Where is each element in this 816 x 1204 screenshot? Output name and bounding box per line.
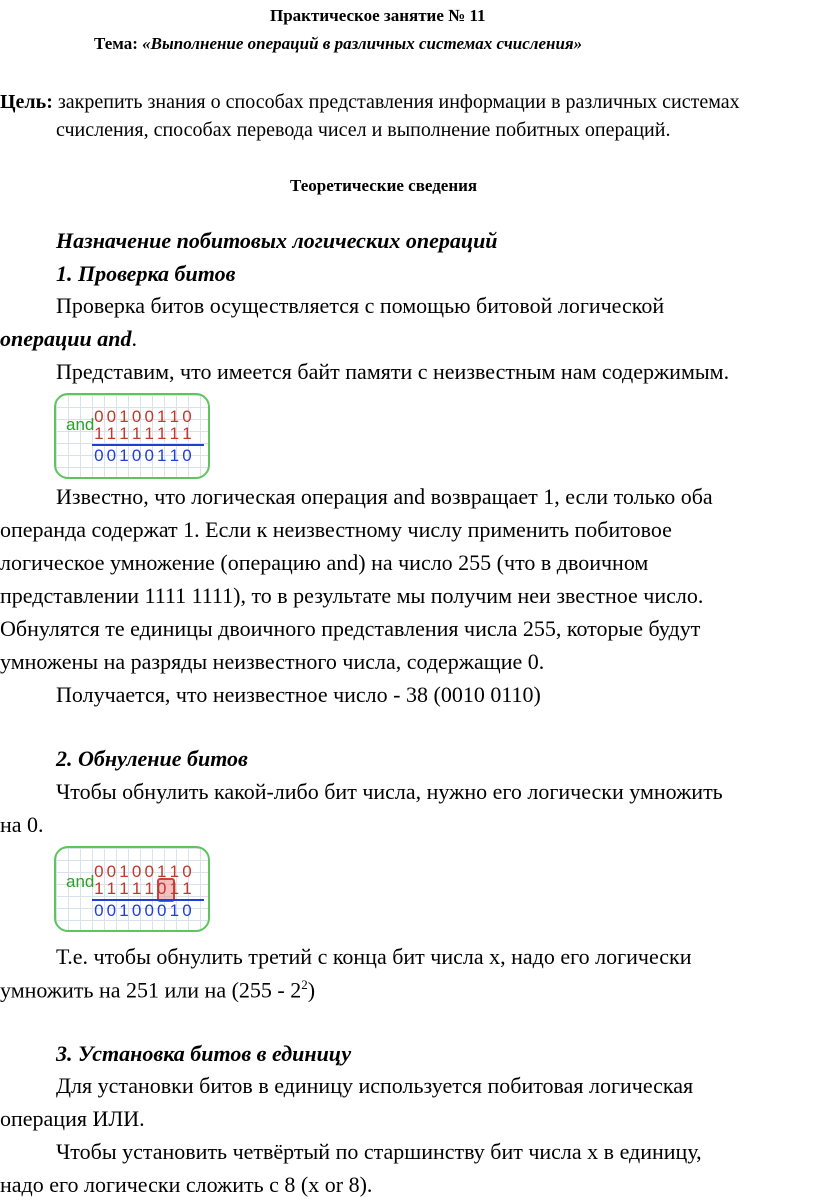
s2-p2-l2-b: ) [307, 977, 316, 1003]
s1-p3-l4: представлении 1111 1111), то в результате мы получим неи звестное число. [0, 583, 704, 608]
s1-p2: Представим, что имеется байт памяти с неизвестным нам содержимым. [56, 359, 730, 384]
s2-p2-l1: Т.е. чтобы обнулить третий с конца бит числа x, надо его логически [56, 944, 692, 969]
s2-title: 2. Обнуление битов [56, 746, 248, 771]
fig1-row2: 11111111 [94, 424, 195, 443]
goal-text-1: закрепить знания о способах представления информации в различных системах [52, 91, 740, 113]
topic-text: «Выполнение операций в различных системах счисления» [142, 34, 583, 53]
s2-p2-l2-a: умножить на 251 или на (255 - 2 [0, 977, 302, 1003]
s1-p3-l2: операнда содержат 1. Если к неизвестному числу применить побитовое [0, 517, 672, 542]
s2-p2-l2 [0, 977, 315, 1003]
s2-p1-l2: на 0. [0, 812, 44, 837]
topic-line [94, 34, 582, 54]
s1-p1-line1: Проверка битов осуществляется с помощью битовой логической [56, 293, 665, 318]
s1-p4: Получается, что неизвестное число - 38 (0010 0110) [56, 682, 541, 707]
s3-p1-l2: операция ИЛИ. [0, 1106, 145, 1131]
fig2-row2: 11111011 [94, 879, 195, 898]
document-title: Практическое занятие № 11 [270, 6, 486, 25]
s1-p3-l6: умножены на разряды неизвестного числа, содержащие 0. [0, 649, 545, 674]
goal-line-2: счисления, способах перевода чисел и выполнение побитных операций. [56, 119, 671, 141]
s1-p3-l5: Обнулятся те единицы двоичного представления числа 255, которые будут [0, 616, 701, 641]
goal-line-1 [0, 91, 740, 114]
s1-p3-l1: Известно, что логическая операция and возвращает 1, если только оба [56, 484, 713, 509]
and-label-2: and [66, 872, 95, 891]
s3-title: 3. Установка битов в единицу [56, 1041, 352, 1066]
s3-p1-l1: Для установки битов в единицу используется побитовая логическая [56, 1073, 694, 1098]
and-figure-2 [54, 846, 210, 932]
section-title: Назначение побитовых логических операций [56, 228, 498, 253]
s2-p1-l1: Чтобы обнулить какой-либо бит числа, нужно его логически умножить [56, 779, 723, 804]
fig2-row3: 00100010 [94, 901, 195, 920]
fig1-row1: 00100110 [94, 407, 195, 426]
topic-label: Тема: [94, 34, 143, 53]
goal-label: Цель: [0, 91, 53, 113]
s3-p2-l2: надо его логически сложить с 8 (x or 8). [0, 1172, 373, 1197]
s2-p2-l2-sup: 2 [301, 977, 308, 992]
and-label-1: and [66, 415, 95, 434]
s1-p1-line2 [0, 326, 137, 352]
s1-p3-l3: логическое умножение (операцию and) на число 255 (что в двоичном [0, 550, 649, 575]
s1-p1-end: . [131, 326, 137, 351]
s3-p2-l1: Чтобы установить четвёртый по старшинству бит числа x в единицу, [56, 1139, 702, 1164]
fig1-row3: 00100110 [94, 446, 195, 465]
s1-title: 1. Проверка битов [56, 261, 236, 286]
fig2-row1: 00100110 [94, 862, 195, 881]
s1-op-and: операции and [0, 326, 132, 351]
theory-title: Теоретические сведения [290, 176, 478, 195]
and-figure-1 [54, 393, 210, 479]
